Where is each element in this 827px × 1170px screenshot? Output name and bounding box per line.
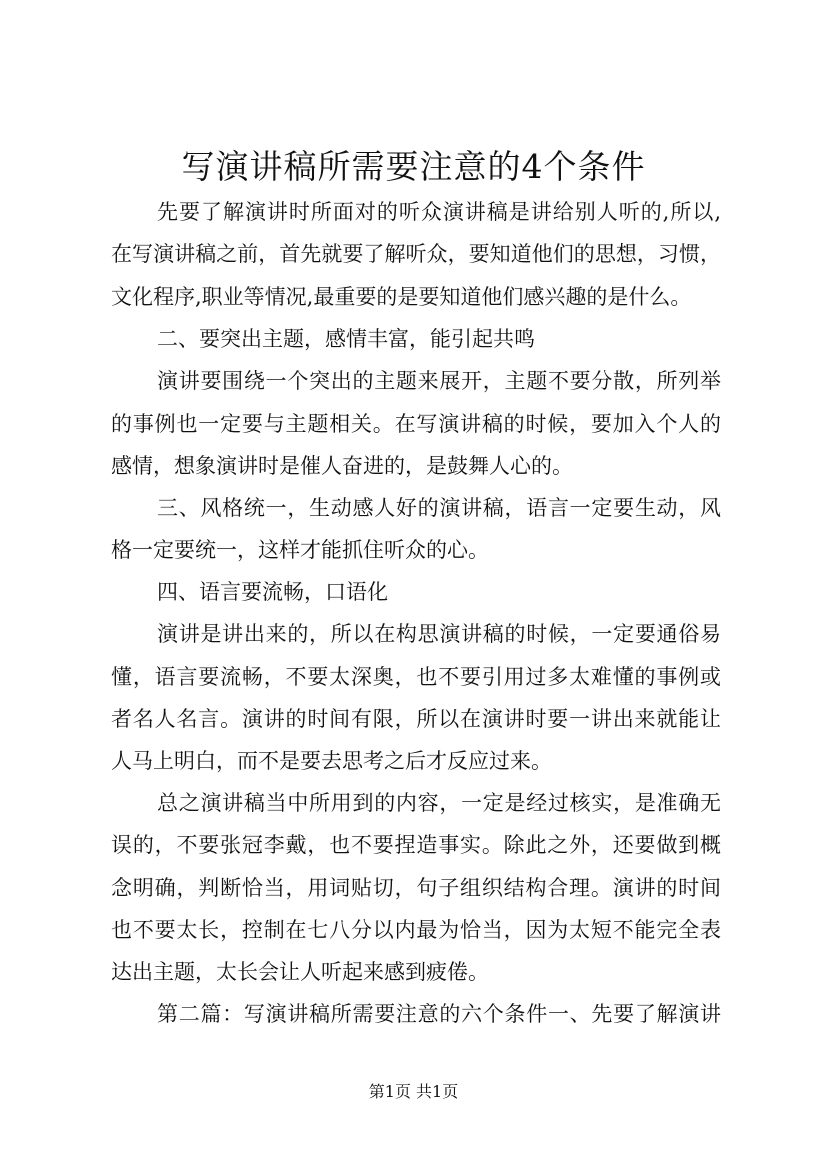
paragraph-line: 三、风格统一，生动感人好的演讲稿，语言一定要生动，风 [157, 496, 721, 520]
page-footer: 第1页 共1页 [368, 1082, 459, 1101]
paragraph-line: 文化程序,职业等情况,最重要的是要知道他们感兴趣的是什么。 [111, 285, 692, 309]
paragraph-line: 第二篇：写演讲稿所需要注意的六个条件一、先要了解演讲 [157, 1002, 721, 1026]
paragraph-line: 总之演讲稿当中所用到的内容，一定是经过核实，是准确无 [157, 791, 721, 815]
paragraph-line: 感情，想象演讲时是催人奋进的，是鼓舞人心的。 [111, 454, 573, 478]
paragraph-line: 达出主题，太长会让人听起来感到疲倦。 [111, 960, 489, 984]
paragraph-line: 演讲是讲出来的，所以在构思演讲稿的时候，一定要通俗易 [157, 622, 721, 646]
paragraph-line: 在写演讲稿之前，首先就要了解听众，要知道他们的思想，习惯， [111, 242, 721, 266]
paragraph-line: 误的，不要张冠李戴，也不要捏造事实。除此之外，还要做到概 [111, 833, 721, 857]
document-title: 写演讲稿所需要注意的4个条件 [181, 147, 646, 186]
paragraph-line: 演讲要围绕一个突出的主题来展开，主题不要分散，所列举 [157, 369, 721, 393]
paragraph-line: 念明确，判断恰当，用词贴切，句子组织结构合理。演讲的时间 [111, 876, 721, 900]
paragraph-line: 先要了解演讲时所面对的听众演讲稿是讲给别人听的,所以, [157, 200, 721, 224]
paragraph-line: 懂，语言要流畅，不要太深奥，也不要引用过多太难懂的事例或 [111, 665, 721, 689]
paragraph-line: 也不要太长，控制在七八分以内最为恰当，因为太短不能完全表 [111, 918, 721, 942]
section-heading: 二、要突出主题，感情丰富，能引起共鸣 [157, 327, 535, 351]
paragraph-line: 者名人名言。演讲的时间有限，所以在演讲时要一讲出来就能让 [111, 707, 721, 731]
paragraph-line: 的事例也一定要与主题相关。在写演讲稿的时候，要加入个人的 [111, 412, 721, 436]
paragraph-line: 格一定要统一，这样才能抓住听众的心。 [111, 538, 489, 562]
paragraph-line: 人马上明白，而不是要去思考之后才反应过来。 [111, 749, 552, 773]
section-heading: 四、语言要流畅，口语化 [157, 580, 388, 604]
